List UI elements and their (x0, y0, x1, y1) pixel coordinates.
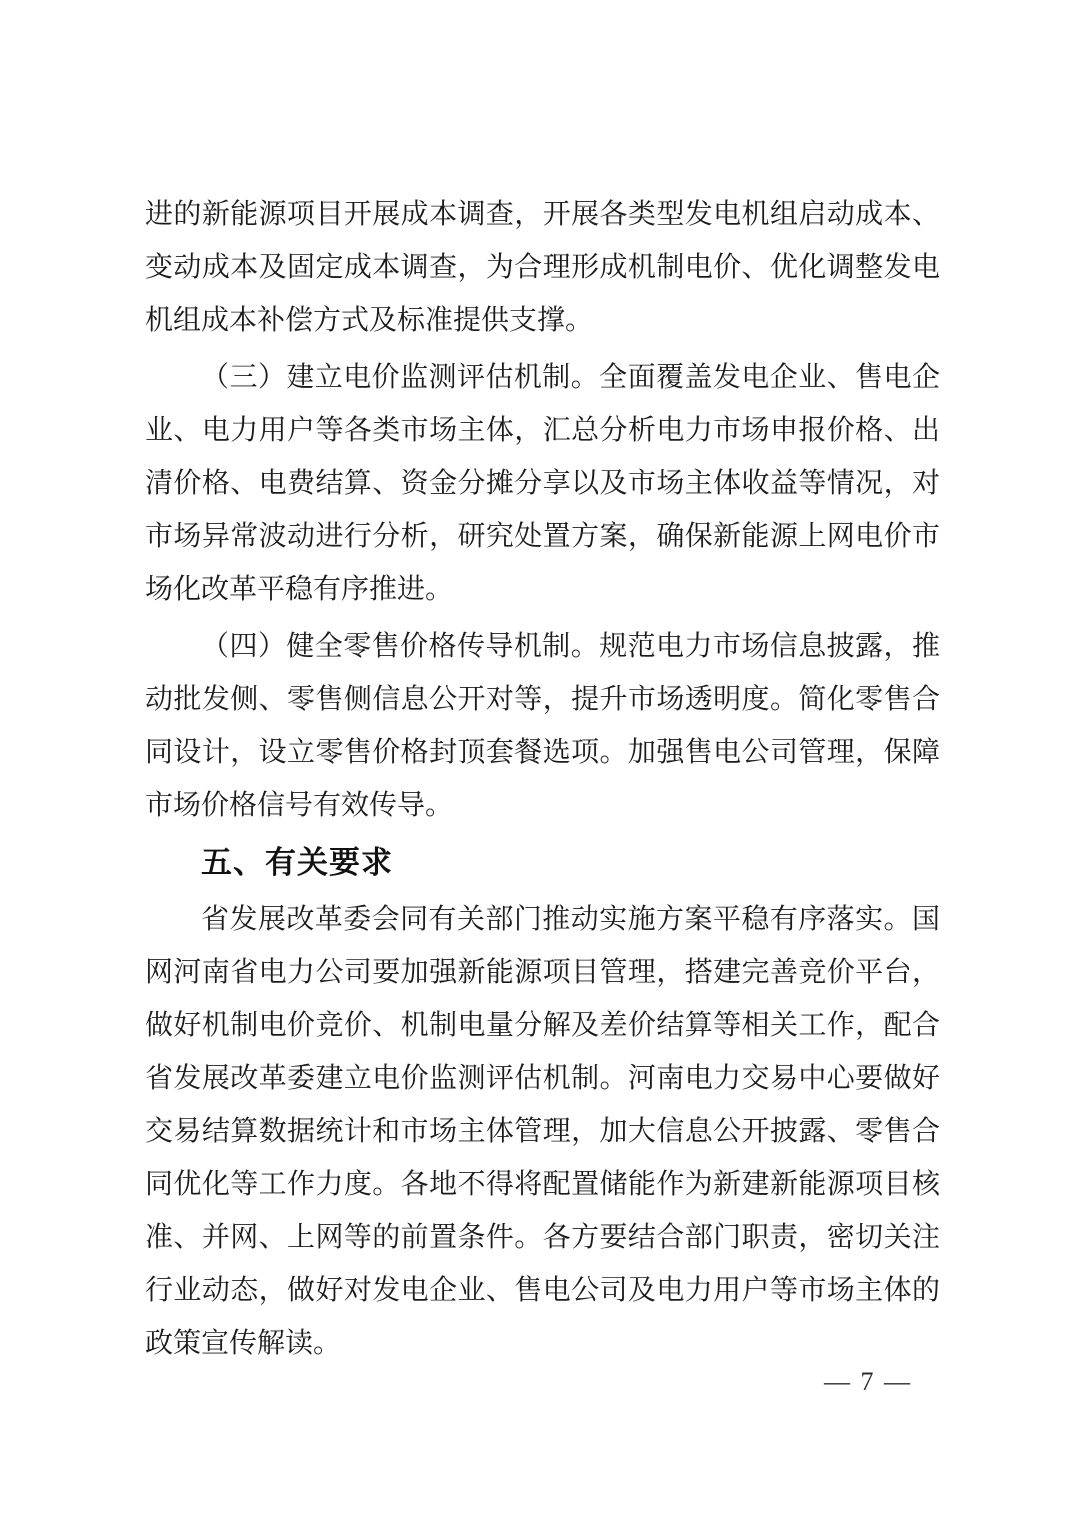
text-line: 变动成本及固定成本调查，为合理形成机制电价、优化调整发电 (145, 252, 940, 283)
text-line: 市场价格信号有效传导。 (145, 790, 454, 821)
section-5-heading: 五、有关要求 (201, 845, 393, 880)
text-line: 场化改革平稳有序推进。 (145, 574, 454, 605)
text-line: 进的新能源项目开展成本调查，开展各类型发电机组启动成本、 (145, 199, 940, 230)
paragraph-clause-3-price-monitoring (145, 351, 940, 616)
paragraph-clause-4-retail-price (145, 620, 940, 832)
page-number: — 7 — (824, 1367, 912, 1396)
paragraph-cost-survey-continued (145, 188, 940, 347)
text-line: 清价格、电费结算、资金分摊分享以及市场主体收益等情况，对 (145, 468, 940, 499)
text-line: 机组成本补偿方式及标准提供支撑。 (145, 305, 594, 336)
text-line: 省发展改革委建立电价监测评估机制。河南电力交易中心要做好 (145, 1063, 940, 1094)
text-line: 做好机制电价竞价、机制电量分解及差价结算等相关工作，配合 (145, 1010, 940, 1041)
text-line: 动批发侧、零售侧信息公开对等，提升市场透明度。简化零售合 (145, 684, 940, 715)
text-line: 行业动态，做好对发电企业、售电公司及电力用户等市场主体的 (145, 1275, 940, 1306)
page-footer (824, 1366, 912, 1398)
text-line: 省发展改革委会同有关部门推动实施方案平稳有序落实。国 (201, 904, 940, 935)
clause-title: （三）建立电价监测评估机制。 (201, 362, 600, 393)
text-line: 市场异常波动进行分析，研究处置方案，确保新能源上网电价市 (145, 521, 940, 552)
text-line: 准、并网、上网等的前置条件。各方要结合部门职责，密切关注 (145, 1222, 940, 1253)
text-line: 交易结算数据统计和市场主体管理，加大信息公开披露、零售合 (145, 1116, 940, 1147)
text-line: 政策宣传解读。 (145, 1328, 342, 1359)
text-line: 业、电力用户等各类市场主体，汇总分析电力市场申报价格、出 (145, 415, 940, 446)
document-body (145, 188, 940, 1370)
text-line: （四）健全零售价格传导机制。规范电力市场信息披露，推 (201, 631, 940, 662)
text-line: 同设计，设立零售价格封顶套餐选项。加强售电公司管理，保障 (145, 737, 940, 768)
text-line: 同优化等工作力度。各地不得将配置储能作为新建新能源项目核 (145, 1169, 940, 1200)
text-line: （三）建立电价监测评估机制。全面覆盖发电企业、售电企 (201, 362, 940, 393)
paragraph-requirements (145, 893, 940, 1370)
clause-title: （四）健全零售价格传导机制。 (201, 631, 600, 662)
text-line: 网河南省电力公司要加强新能源项目管理，搭建完善竞价平台， (145, 957, 940, 988)
